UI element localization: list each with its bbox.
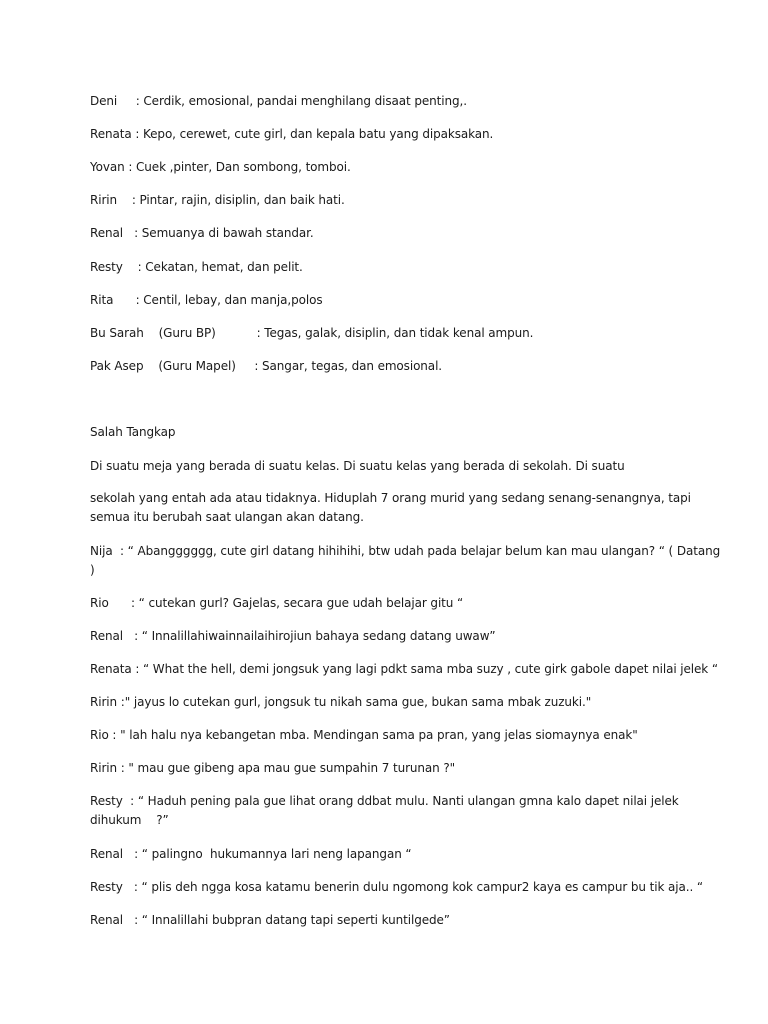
dialogue-nija-line-1: Nija : “ Abangggggg, cute girl datang hihihihi, btw udah pada belajar belum kan mau ulangan? “ ( Datang [90, 544, 721, 558]
character-line-renata: Renata : Kepo, cerewet, cute girl, dan kepala batu yang dipaksakan. [90, 127, 494, 141]
dialogue-renal-1: Renal : “ Innalillahiwainnailaihirojiun bahaya sedang datang uwaw” [90, 629, 496, 643]
dialogue-ririn-2: Ririn : " mau gue gibeng apa mau gue sumpahin 7 turunan ?" [90, 761, 456, 775]
character-line-deni: Deni : Cerdik, emosional, pandai menghilang disaat penting,. [90, 94, 467, 108]
story-title: Salah Tangkap [90, 425, 176, 439]
story-paragraph-2-line-1: sekolah yang entah ada atau tidaknya. Hiduplah 7 orang murid yang sedang senang-senangnya, tapi [90, 491, 691, 505]
dialogue-nija-line-2: ) [90, 563, 95, 577]
character-line-rita: Rita : Centil, lebay, dan manja,polos [90, 293, 323, 307]
dialogue-resty-1-line-2: dihukum ?” [90, 813, 169, 827]
story-paragraph-2-line-2: semua itu berubah saat ulangan akan datang. [90, 510, 364, 524]
character-line-yovan: Yovan : Cuek ,pinter, Dan sombong, tomboi. [90, 160, 351, 174]
dialogue-renata-1: Renata : “ What the hell, demi jongsuk yang lagi pdkt sama mba suzy , cute girk gabole dapet nilai jelek “ [90, 662, 718, 676]
dialogue-ririn-1: Ririn :" jayus lo cutekan gurl, jongsuk tu nikah sama gue, bukan sama mbak zuzuki." [90, 695, 592, 709]
dialogue-resty-1-line-1: Resty : “ Haduh pening pala gue lihat orang ddbat mulu. Nanti ulangan gmna kalo dapet nilai jelek [90, 794, 679, 808]
character-line-bu-sarah: Bu Sarah (Guru BP) : Tegas, galak, disiplin, dan tidak kenal ampun. [90, 326, 534, 340]
dialogue-resty-2: Resty : “ plis deh ngga kosa katamu benerin dulu ngomong kok campur2 kaya es campur bu tik aja.. “ [90, 880, 704, 894]
character-line-renal: Renal : Semuanya di bawah standar. [90, 226, 314, 240]
character-line-pak-asep: Pak Asep (Guru Mapel) : Sangar, tegas, dan emosional. [90, 359, 443, 373]
story-paragraph-1: Di suatu meja yang berada di suatu kelas. Di suatu kelas yang berada di sekolah. Di suatu [90, 459, 625, 473]
dialogue-renal-3: Renal : “ Innalillahi bubpran datang tapi seperti kuntilgede” [90, 913, 450, 927]
dialogue-rio-2: Rio : " lah halu nya kebangetan mba. Mendingan sama pa pran, yang jelas siomaynya enak" [90, 728, 638, 742]
character-line-ririn: Ririn : Pintar, rajin, disiplin, dan baik hati. [90, 193, 345, 207]
dialogue-renal-2: Renal : “ palingno hukumannya lari neng lapangan “ [90, 847, 412, 861]
character-line-resty: Resty : Cekatan, hemat, dan pelit. [90, 260, 303, 274]
dialogue-rio-1: Rio : “ cutekan gurl? Gajelas, secara gue udah belajar gitu “ [90, 596, 464, 610]
